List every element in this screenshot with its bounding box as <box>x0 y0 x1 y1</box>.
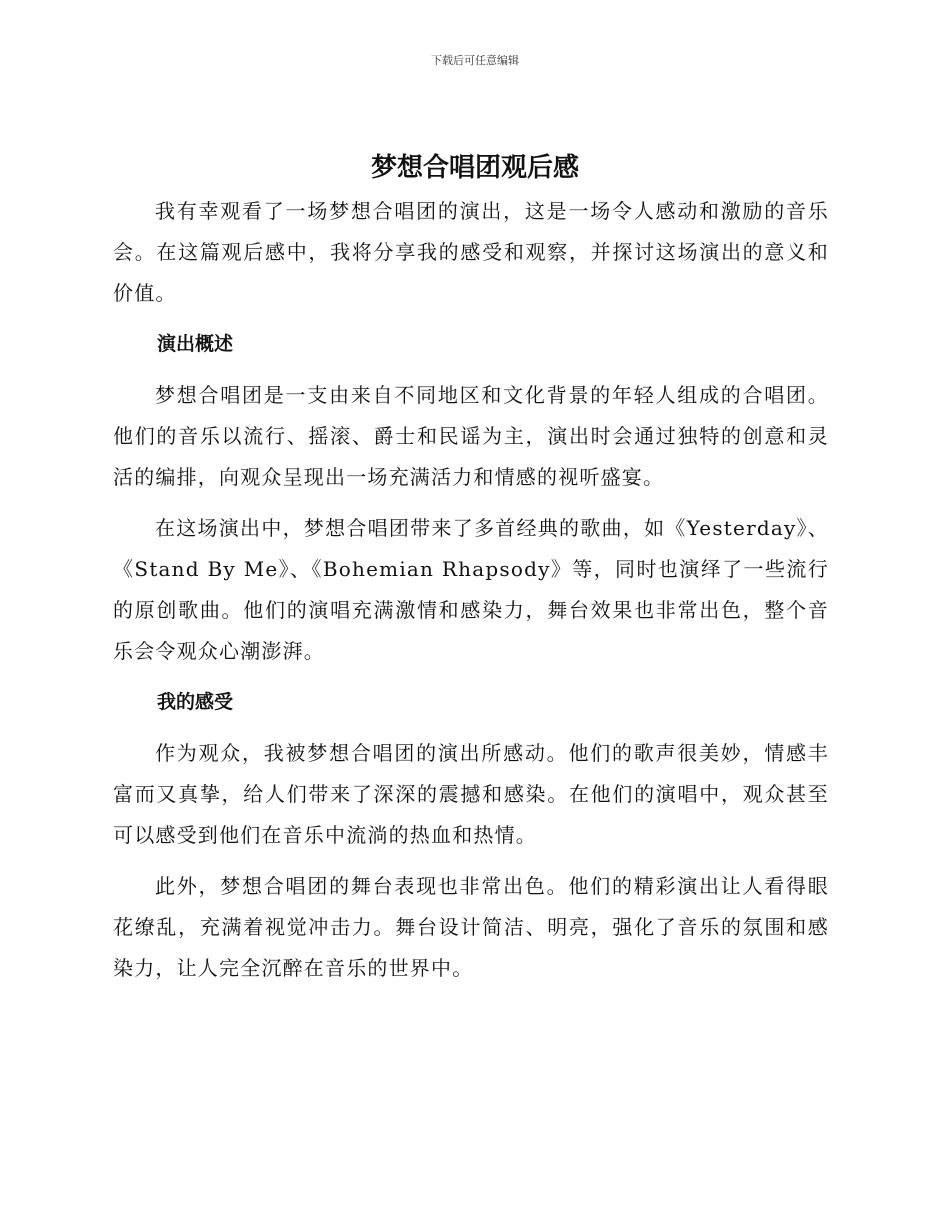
feelings-paragraph-1: 作为观众，我被梦想合唱团的演出所感动。他们的歌声很美妙，情感丰富而又真挚，给人们带来了深深的震撼和感染。在他们的演唱中，观众甚至可以感受到他们在音乐中流淌的热血和热情。 <box>113 741 829 847</box>
document-body <box>113 191 829 989</box>
document-title: 梦想合唱团观后感 <box>370 153 579 183</box>
page-header-note: 下载后可任意编辑 <box>431 54 519 67</box>
overview-paragraph-2: 在这场演出中，梦想合唱团带来了多首经典的歌曲，如《Yesterday》、《Stand By Me》、《Bohemian Rhapsody》等，同时也演绎了一些流行的原创歌曲。他们的演唱充满激情和感染力，舞台效果也非常出色，整个音乐会令观众心潮澎湃。 <box>113 516 829 663</box>
overview-paragraph-1: 梦想合唱团是一支由来自不同地区和文化背景的年轻人组成的合唱团。他们的音乐以流行、摇滚、爵士和民谣为主，演出时会通过独特的创意和灵活的编排，向观众呈现出一场充满活力和情感的视听盛宴。 <box>113 383 829 489</box>
feelings-paragraph-2: 此外，梦想合唱团的舞台表现也非常出色。他们的精彩演出让人看得眼花缭乱，充满着视觉冲击力。舞台设计简洁、明亮，强化了音乐的氛围和感染力，让人完全沉醉在音乐的世界中。 <box>113 874 829 980</box>
section-heading-feelings: 我的感受 <box>157 691 234 713</box>
intro-paragraph: 我有幸观看了一场梦想合唱团的演出，这是一场令人感动和激励的音乐会。在这篇观后感中，我将分享我的感受和观察，并探讨这场演出的意义和价值。 <box>113 199 829 305</box>
section-heading-overview: 演出概述 <box>157 333 234 355</box>
